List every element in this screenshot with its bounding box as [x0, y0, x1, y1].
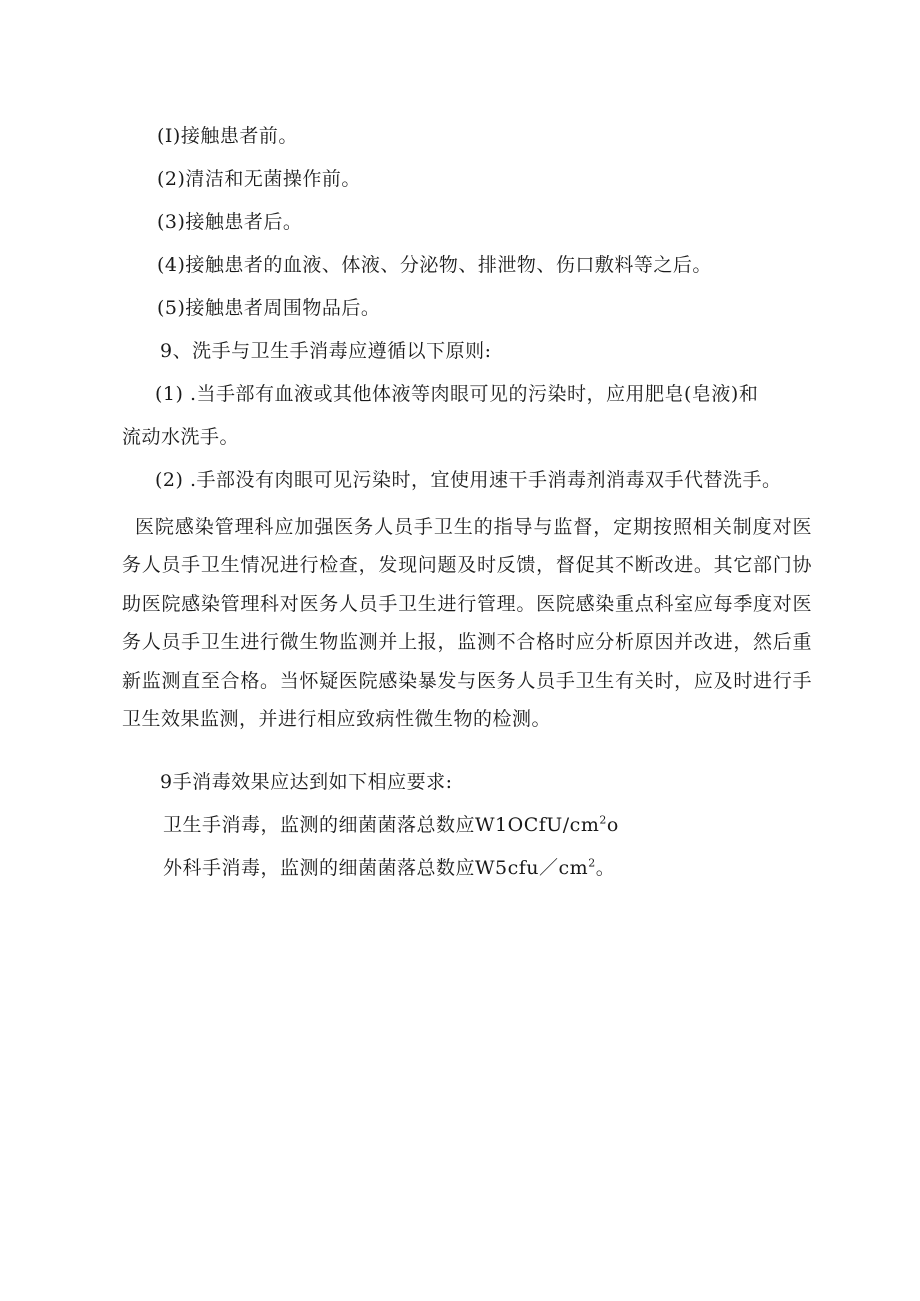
- superscript-exponent: 2: [599, 813, 607, 827]
- list-item-2: (2)清洁和无菌操作前。: [157, 168, 361, 190]
- principle-heading: 9、洗手与卫生手消毒应遵循以下原则:: [160, 340, 492, 362]
- list-item-3: (3)接触患者后。: [157, 211, 303, 233]
- requirements-heading: 9手消毒效果应达到如下相应要求:: [160, 771, 453, 793]
- requirement-hygienic-tail: o: [606, 814, 619, 836]
- principle-item-1-line-1: (1) .当手部有血液或其他体液等肉眼可见的污染时，应用肥皂(皂液)和: [155, 383, 759, 405]
- principle-item-2: (2) .手部没有肉眼可见污染时，宜使用速干手消毒剂消毒双手代替洗手。: [155, 469, 782, 491]
- requirement-hygienic-text: 卫生手消毒，监测的细菌菌落总数应W1OCfU/cm: [163, 814, 600, 836]
- requirement-surgical-text: 外科手消毒，监测的细菌菌落总数应W5cfu／cm: [163, 857, 589, 879]
- requirement-surgical-tail: 。: [595, 857, 616, 879]
- requirement-hygienic: [163, 813, 619, 837]
- requirement-surgical: [163, 856, 615, 880]
- principle-item-1-line-2: 流动水洗手。: [122, 426, 240, 448]
- superscript-exponent: 2: [588, 856, 596, 870]
- list-item-5: (5)接触患者周围物品后。: [157, 297, 381, 319]
- management-paragraph: 医院感染管理科应加强医务人员手卫生的指导与监督，定期按照相关制度对医务人员手卫生情况进行检查，发现问题及时反馈，督促其不断改进。其它部门协助医院感染管理科对医务人员手卫生进行管理。医院感染重点科室应每季度对医务人员手卫生进行微生物监测并上报，监测不合格时应分析原因并改进，然后重新监测直至合格。当怀疑医院感染暴发与医务人员手卫生有关时，应及时进行手卫生效果监测，并进行相应致病性微生物的检测。: [122, 516, 812, 731]
- list-item-1: (I)接触患者前。: [157, 125, 298, 147]
- list-item-4: (4)接触患者的血液、体液、分泌物、排泄物、伤口敷料等之后。: [157, 254, 712, 276]
